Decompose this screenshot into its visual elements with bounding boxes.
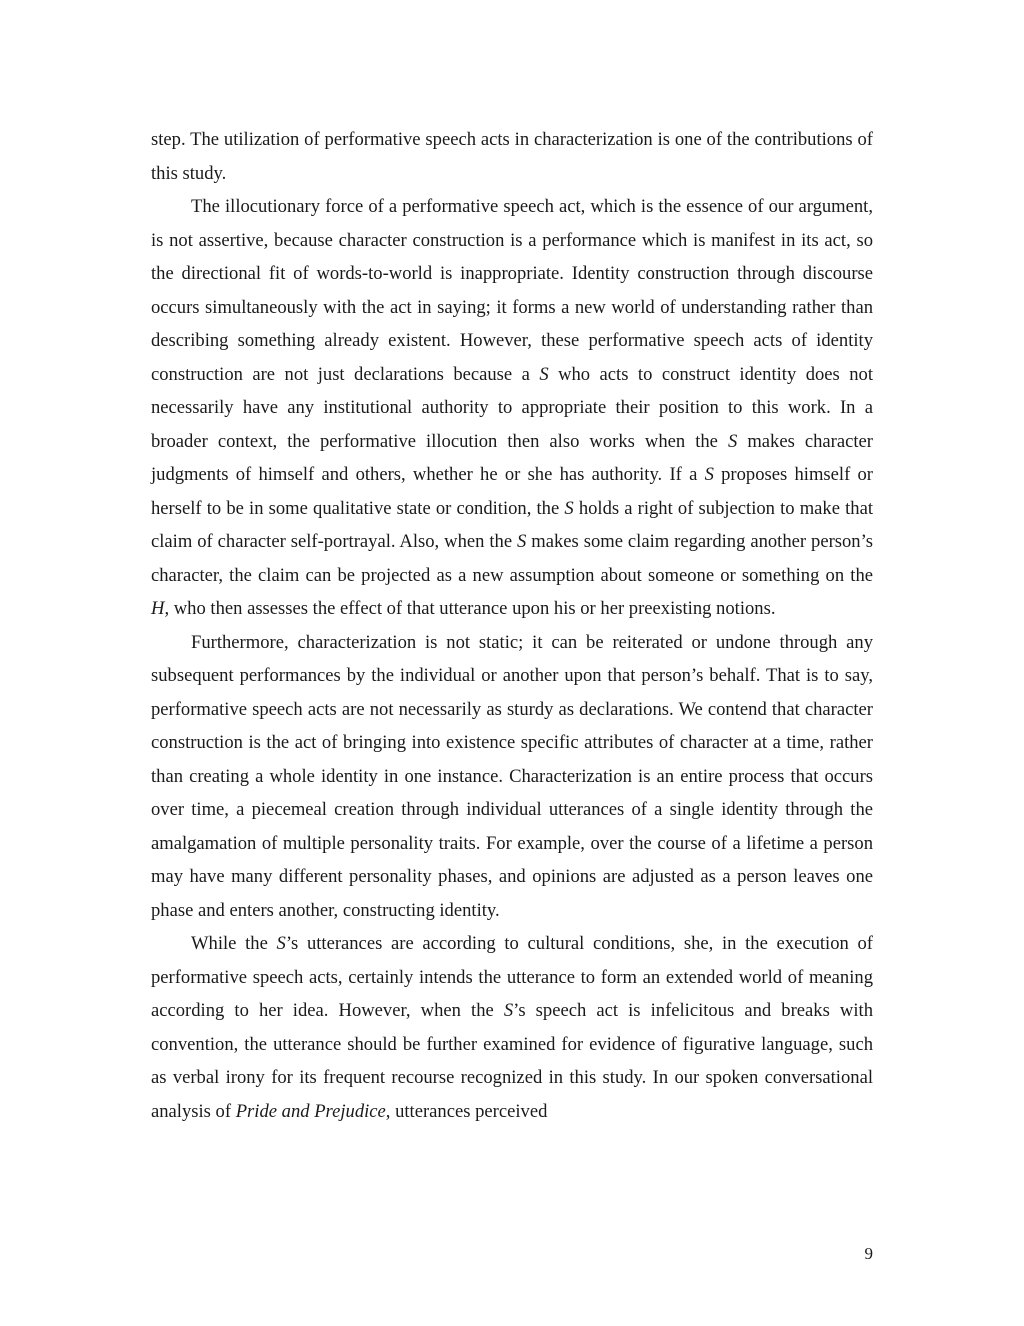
italic-term: S (704, 464, 714, 485)
text-run: ’s utterances are according to cultural conditions, she, in the execution of performative speech acts, certainly intends the utterance to form an extended world of meaning according to her idea. However, when the (151, 933, 873, 1021)
text-run: The illocutionary force of a performative speech act, which is the essence of our argument, is not assertive, because character construction is a performance which is manifest in its act, so the directional fit of words-to-world is inappropriate. Identity construction through discourse occurs simultaneously with the act in saying; it forms a new world of understanding rather than describing something already existent. However, these performative speech acts of identity construction are not just declarations because a (151, 196, 873, 385)
text-run: , utterances perceived (385, 1100, 548, 1122)
text-run: While the (191, 933, 277, 954)
paragraph-2 (151, 190, 873, 626)
paragraph-3 (151, 626, 873, 928)
italic-term: S (727, 430, 738, 452)
page-number: 9 (864, 1244, 873, 1263)
italic-term: Pride and Prejudice (235, 1100, 386, 1122)
text-run: , who then assesses the effect of that utterance upon his or her preexisting notions. (164, 598, 776, 619)
paragraph-4 (151, 927, 873, 1128)
text-run: proposes himself or herself to be in some qualitative state or condition, the (151, 464, 873, 519)
italic-term: H (151, 598, 165, 619)
document-body (151, 123, 873, 1128)
text-run: Furthermore, characterization is not static; it can be reiterated or undone through any subsequent performances by the individual or another upon that person’s behalf. That is to say, performative speech acts are not necessarily as sturdy as declarations. We contend that character construction is the act of bringing into existence specific attributes of character at a time, rather than creating a whole identity in one instance. Characterization is an entire process that occurs over time, a piecemeal creation through individual utterances of a single identity through the amalgamation of multiple personality traits. For example, over the course of a lifetime a person may have many different personality phases, and opinions are adjusted as a person leaves one phase and enters another, constructing identity. (151, 631, 873, 921)
italic-term: S (276, 933, 286, 954)
paragraph-1 (151, 123, 873, 190)
italic-term: S (503, 1000, 514, 1021)
text-run: holds a right of subjection to make that claim of character self-portrayal. Also, when the (151, 497, 873, 552)
text-run: makes character judgments of himself and others, whether he or she has authority. If a (151, 430, 873, 485)
text-run: makes some claim regarding another person’s character, the claim can be projected as a new assumption about someone or something on the (151, 531, 873, 586)
text-run: ’s speech act is infelicitous and breaks with convention, the utterance should be further examined for evidence of figurative language, such as verbal irony for its frequent recourse recognized in this study. In our spoken conversational analysis of (151, 1000, 873, 1122)
text-run: step. The utilization of performative speech acts in characterization is one of the contributions of this study. (151, 129, 873, 184)
italic-term: S (517, 531, 527, 552)
italic-term: S (564, 497, 574, 519)
italic-term: S (539, 363, 549, 385)
text-run: who acts to construct identity does not necessarily have any institutional authority to appropriate their position to this work. In a broader context, the performative illocution then also works when the (151, 363, 873, 452)
